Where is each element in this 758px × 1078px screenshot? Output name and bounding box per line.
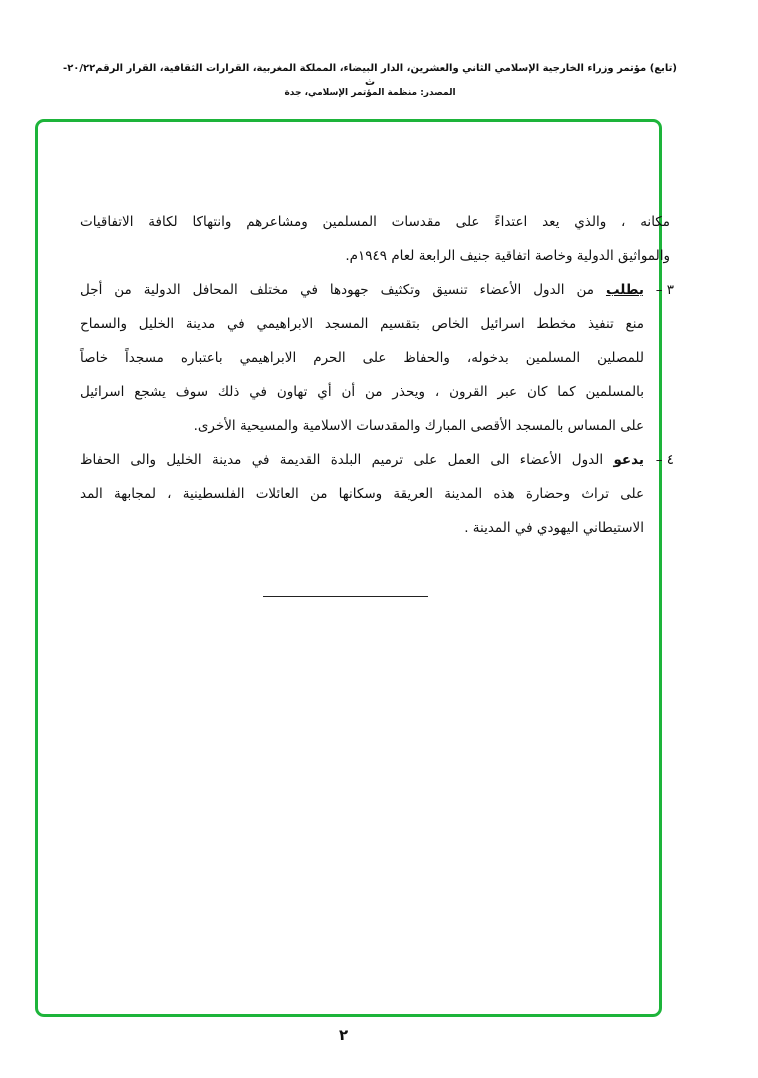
item-4 (80, 443, 674, 545)
document-source: المصدر: منظمة المؤتمر الإسلامي، جدة (284, 88, 456, 98)
document-body (80, 205, 674, 545)
body-line: الاستيطاني اليهودي في المدينة . (464, 520, 644, 536)
line-text: الدول الأعضاء الى العمل على ترميم البلدة القديمة في مدينة الخليل والى الحفاظ (80, 452, 604, 468)
document-header-title: (تابع) مؤتمر وزراء الخارجية الإسلامي الثاني والعشرين، الدار البيضاء، المملكة المغربية، القرارات الثقافية، القرار الرقم٢٠/٢٢-ث (63, 63, 677, 88)
continuation-paragraph (80, 205, 670, 273)
item-number: ٣ – (655, 282, 674, 298)
page-number: ٢ (339, 1026, 349, 1044)
body-line: مكانه ، والذي يعد اعتداءً على مقدسات المسلمين ومشاعرهم وانتهاكا لكافة الاتفاقيات (80, 214, 670, 230)
body-line: على تراث وحضارة هذه المدينة العريقة وسكانها من العائلات الفلسطينية ، لمجابهة المد (80, 486, 644, 502)
body-line (80, 273, 644, 307)
item-3 (80, 273, 674, 443)
item-keyword: يدعو (613, 452, 644, 468)
body-line: على المساس بالمسجد الأقصى المبارك والمقدسات الاسلامية والمسيحية الأخرى. (193, 418, 644, 434)
body-line: للمصلين المسلمين بدخوله، والحفاظ على الحرم الابراهيمي باعتباره مسجداً خاصاً (80, 350, 644, 366)
line-text: من الدول الأعضاء تنسيق وتكثيف جهودها في مختلف المحافل الدولية من أجل (80, 282, 594, 298)
body-line (80, 443, 644, 477)
body-line: منع تنفيذ مخطط اسرائيل الخاص بتقسيم المسجد الابراهيمي في مدينة الخليل والسماح (80, 316, 644, 332)
end-separator (263, 596, 428, 597)
body-line: والمواثيق الدولية وخاصة اتفاقية جنيف الرابعة لعام ١٩٤٩م. (345, 248, 670, 264)
item-number: ٤ – (655, 452, 674, 468)
item-keyword: يطلب (605, 282, 644, 298)
body-line: بالمسلمين كما كان عبر القرون ، ويحذر من أن أي تهاون في ذلك سوف يشجع اسرائيل (80, 384, 644, 400)
